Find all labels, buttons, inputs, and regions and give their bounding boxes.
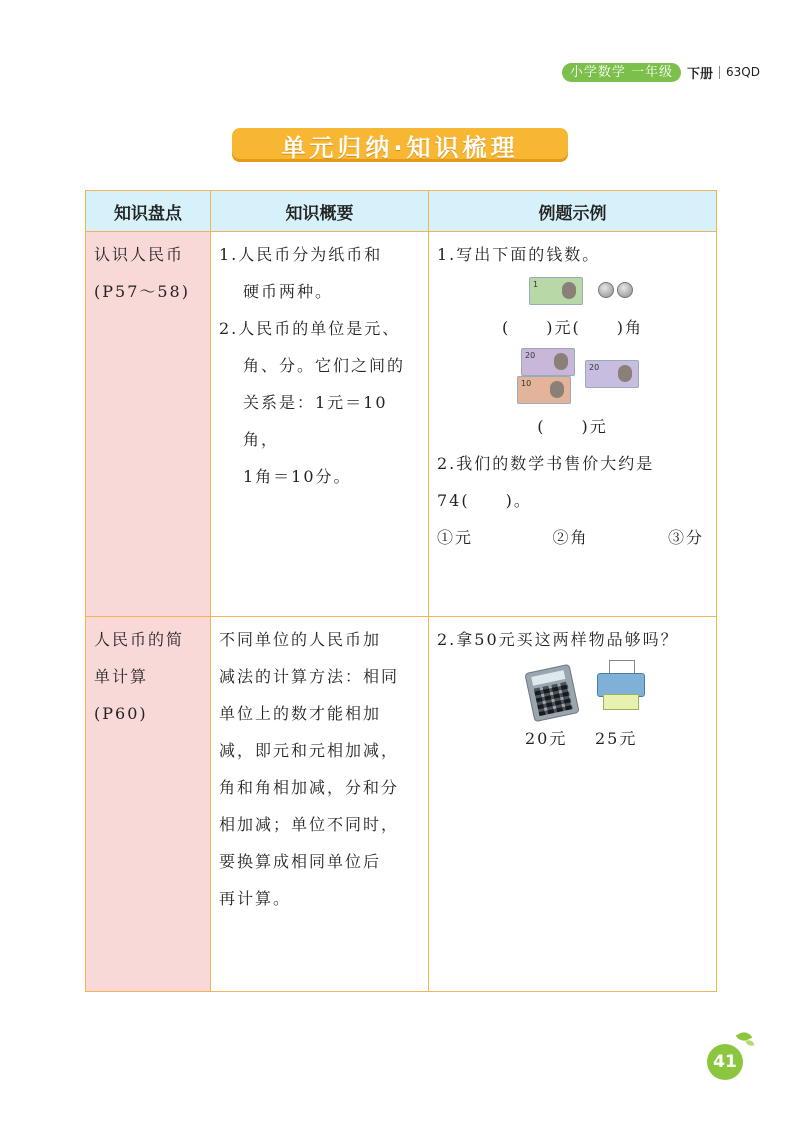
- summary-line: 单位上的数才能相加: [219, 704, 382, 723]
- topic-pages: (P60): [94, 704, 148, 723]
- example-question: 1.写出下面的钱数。: [437, 245, 601, 264]
- table-header-row: [86, 191, 717, 232]
- summary-line: 角、分。它们之间的: [243, 356, 406, 375]
- summary-line: 再计算。: [219, 889, 292, 908]
- summary-line: 相加减；单位不同时，: [219, 815, 400, 834]
- leaf-icon: [746, 1039, 755, 1046]
- topic-cell: [86, 617, 211, 992]
- banknote-image: 1: [529, 277, 583, 305]
- banknote-image: 10: [517, 376, 571, 404]
- printer-icon: [597, 660, 645, 712]
- book-code: 63QD: [726, 65, 760, 79]
- summary-line: 要换算成相同单位后: [219, 852, 382, 871]
- summary-line: 不同单位的人民币加: [219, 630, 382, 649]
- coin-image: [598, 282, 614, 298]
- example-cell: [429, 232, 717, 617]
- option-c: ③分: [667, 528, 704, 547]
- banknote-image: 20: [521, 348, 575, 376]
- header-divider: [719, 66, 720, 79]
- answer-blank: ( )元( )角: [502, 318, 643, 337]
- topic-text: 人民币的简: [94, 630, 185, 649]
- option-b: ②角: [552, 528, 589, 547]
- section-title: 单元归纳·知识梳理: [281, 133, 519, 162]
- summary-cell: [211, 232, 429, 617]
- example-cell: [429, 617, 717, 992]
- summary-line: 2.人民币的单位是元、: [219, 319, 401, 338]
- header-examples: 例题示例: [429, 191, 717, 232]
- example-question: 2.我们的数学书售价大约是: [437, 454, 655, 473]
- subject-badge: 小学数学 一年级: [562, 63, 681, 82]
- summary-line: 1.人民币分为纸币和: [219, 245, 383, 264]
- summary-line: 硬币两种。: [243, 282, 334, 301]
- summary-line: 关系是：1元＝10角，: [243, 393, 388, 449]
- section-title-banner: [232, 128, 568, 162]
- volume-label: 下册: [687, 66, 714, 82]
- example-question: 2.拿50元买这两样物品够吗？: [437, 630, 679, 649]
- product-images: [437, 658, 708, 768]
- summary-line: 减，即元和元相加减，: [219, 741, 400, 760]
- header-summary: 知识概要: [211, 191, 429, 232]
- answer-blank: ( )元: [537, 417, 608, 436]
- topic-cell: [86, 232, 211, 617]
- summary-line: 1角＝10分。: [243, 467, 352, 486]
- calculator-price: 20元: [525, 729, 568, 748]
- summary-cell: [211, 617, 429, 992]
- table-row: [86, 617, 717, 992]
- choice-options: [437, 519, 708, 556]
- topic-text: 认识人民币: [94, 245, 185, 264]
- banknote-image: 20: [585, 360, 639, 388]
- money-group-1: [437, 273, 708, 309]
- header-topic: 知识盘点: [86, 191, 211, 232]
- knowledge-table: [85, 190, 717, 992]
- calculator-icon: [524, 664, 579, 722]
- page-header: [562, 62, 760, 82]
- topic-pages: (P57～58): [94, 282, 190, 301]
- coin-image: [617, 282, 633, 298]
- table-row: [86, 232, 717, 617]
- summary-line: 减法的计算方法：相同: [219, 667, 400, 686]
- example-question: 74( )。: [437, 491, 532, 510]
- summary-line: 角和角相加减，分和分: [219, 778, 400, 797]
- printer-price: 25元: [595, 729, 638, 748]
- money-group-2: [437, 346, 708, 408]
- topic-text: 单计算: [94, 667, 149, 686]
- page-number: 41: [707, 1044, 743, 1080]
- option-a: ①元: [437, 528, 474, 547]
